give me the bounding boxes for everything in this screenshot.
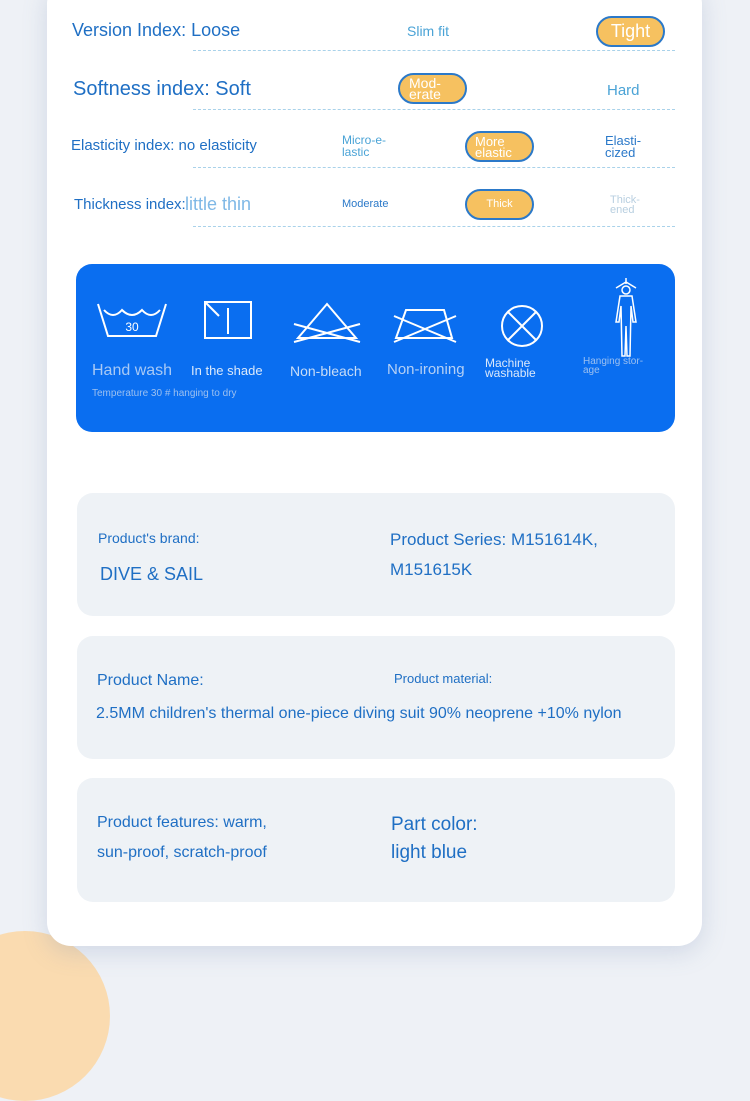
option-slim-fit: Slim fit — [407, 23, 449, 39]
care-label-non-bleach: Non-bleach — [290, 363, 362, 379]
option-elasticized: Elasti- cized — [605, 133, 642, 160]
features-color-card — [77, 778, 675, 902]
care-label-hand-wash: Hand wash — [92, 362, 173, 379]
care-note: Temperature 30 # hanging to dry — [92, 388, 237, 399]
series-line-2: M151615K — [390, 560, 473, 579]
brand-series-card — [77, 493, 675, 616]
option-thick-selected: Thick — [465, 189, 534, 220]
series-line-1: Product Series: M151614K, — [390, 530, 598, 549]
divider — [193, 167, 675, 168]
version-index-label: Version Index: Loose — [72, 20, 241, 40]
product-name-value: 2.5MM children's thermal one-piece diving suit 90% neoprene +10% nylon — [96, 705, 622, 722]
care-label-hanging-storage: Hanging stor- age — [583, 356, 644, 376]
product-name-label: Product Name: — [97, 672, 204, 689]
part-color-label: Part color: — [391, 814, 478, 835]
option-micro-elastic: Micro-e- lastic — [342, 133, 386, 159]
hand-wash-30-icon — [96, 300, 168, 344]
option-moderate-selected: Mod- erate — [398, 73, 467, 104]
part-color-value: light blue — [391, 842, 468, 863]
corner-decoration — [0, 931, 110, 1101]
no-bleach-icon — [292, 300, 362, 344]
divider — [193, 50, 675, 51]
option-more-elastic-selected: More elastic — [465, 131, 534, 162]
features-line-2: sun-proof, scratch-proof — [97, 844, 267, 861]
softness-index-label: Softness index: Soft — [73, 78, 251, 100]
care-instructions-panel — [76, 264, 675, 432]
option-moderate: Moderate — [342, 198, 389, 210]
divider — [193, 226, 675, 227]
thickness-index-value: little thin — [185, 194, 252, 214]
name-material-card — [77, 636, 675, 759]
no-iron-icon — [392, 302, 458, 346]
option-tight-selected: Tight — [596, 16, 665, 47]
svg-text:30: 30 — [125, 320, 139, 334]
care-label-in-the-shade: In the shade — [191, 363, 263, 378]
care-label-machine-washable: Machine washable — [485, 356, 536, 380]
thickness-index-label: Thickness index: — [74, 196, 186, 213]
dry-in-shade-icon — [203, 300, 255, 342]
option-hard: Hard — [607, 82, 640, 99]
machine-wash-icon — [498, 304, 546, 348]
product-material-label: Product material: — [394, 671, 493, 686]
divider — [193, 109, 675, 110]
brand-value: DIVE & SAIL — [100, 564, 204, 584]
features-line-1: Product features: warm, — [97, 814, 267, 831]
care-label-non-ironing: Non-ironing — [387, 361, 465, 378]
elasticity-index-label: Elasticity index: no elasticity — [71, 137, 257, 154]
brand-label: Product's brand: — [98, 530, 200, 546]
option-thickened: Thick- ened — [610, 194, 640, 216]
hanging-suit-icon — [608, 276, 644, 360]
